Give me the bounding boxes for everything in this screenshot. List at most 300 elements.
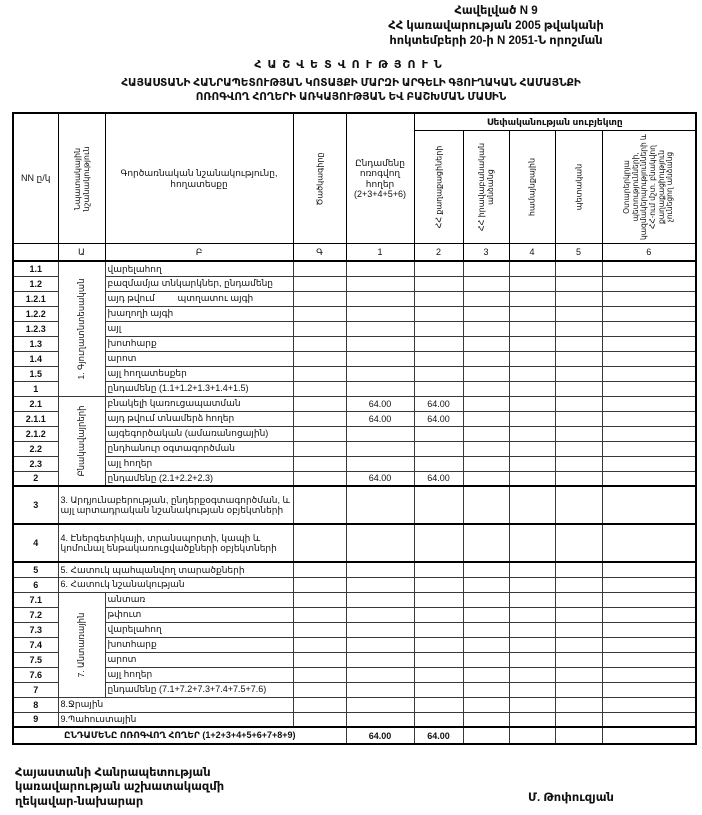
table-row <box>13 336 696 351</box>
value-cell <box>555 592 602 607</box>
col-header-citizens: ՀՀ քաղաքացիների <box>414 131 463 244</box>
row-label-cell: 8.Ջրային <box>58 697 293 712</box>
col-letter: Գ <box>293 244 346 262</box>
value-cell <box>509 652 555 667</box>
value-cell <box>509 261 555 276</box>
code-cell <box>293 261 346 276</box>
value-cell <box>346 486 414 524</box>
value-cell <box>346 456 414 471</box>
col-letter: 6 <box>602 244 696 262</box>
value-cell <box>509 306 555 321</box>
value-cell <box>414 291 463 306</box>
row-label-cell: ընդամենը (1.1+1.2+1.3+1.4+1.5) <box>105 381 293 396</box>
section-label: 1. Գյուղատնտեսական <box>75 278 86 380</box>
value-cell <box>509 276 555 291</box>
value-cell: 64.00 <box>414 727 463 744</box>
row-label-cell: ընդամենը (7.1+7.2+7.3+7.4+7.5+7.6) <box>105 682 293 697</box>
table-row <box>13 622 696 637</box>
value-cell <box>555 351 602 366</box>
row-label-cell: 4. Էներգետիկայի, տրանսպորտի, կապի և կոմունալ ենթակառուցվածքների օբյեկտների <box>58 524 293 562</box>
annex-reference-block <box>300 4 692 49</box>
value-cell <box>346 622 414 637</box>
value-cell <box>555 381 602 396</box>
value-cell: 64.00 <box>414 411 463 426</box>
value-cell <box>463 426 509 441</box>
value-cell <box>555 471 602 486</box>
value-cell <box>414 351 463 366</box>
annex-line-1: Հավելված N 9 <box>454 5 538 17</box>
row-nn-cell: 7.5 <box>13 652 58 667</box>
value-cell <box>602 306 696 321</box>
value-cell <box>602 351 696 366</box>
code-cell <box>293 351 346 366</box>
irrigated-lands-table <box>12 112 697 745</box>
value-cell <box>346 366 414 381</box>
row-nn-cell: 1.5 <box>13 366 58 381</box>
table-row <box>13 426 696 441</box>
row-nn-cell: 5 <box>13 562 58 577</box>
value-cell <box>346 291 414 306</box>
row-nn-cell: 6 <box>13 577 58 592</box>
value-cell <box>346 682 414 697</box>
table-row <box>13 291 696 306</box>
row-nn-cell: 1.2.3 <box>13 321 58 336</box>
code-cell <box>293 441 346 456</box>
value-cell <box>414 276 463 291</box>
value-cell <box>509 411 555 426</box>
value-cell <box>463 712 509 727</box>
code-cell <box>293 471 346 486</box>
value-cell <box>414 607 463 622</box>
value-cell <box>463 381 509 396</box>
table-row <box>13 607 696 622</box>
value-cell <box>555 306 602 321</box>
table-row <box>13 366 696 381</box>
value-cell <box>602 562 696 577</box>
table-row <box>13 351 696 366</box>
value-cell <box>555 682 602 697</box>
value-cell <box>346 426 414 441</box>
row-nn-cell: 2.1 <box>13 396 58 411</box>
table-row <box>13 562 696 577</box>
value-cell <box>602 426 696 441</box>
row-nn-cell: 1.2.1 <box>13 291 58 306</box>
col-header-foreign: Օտարերկրյա պետությունների, կազմակերպությունների և ՀՀ-ում մշտ. բնակվող քաղաքացիություն չունեցող անձանց <box>602 131 696 244</box>
value-cell <box>414 592 463 607</box>
value-cell <box>414 524 463 562</box>
value-cell <box>346 261 414 276</box>
value-cell <box>414 486 463 524</box>
row-nn-cell: 1.3 <box>13 336 58 351</box>
value-cell <box>602 441 696 456</box>
value-cell <box>555 426 602 441</box>
value-cell <box>414 622 463 637</box>
value-cell <box>463 682 509 697</box>
value-cell <box>346 697 414 712</box>
value-cell: 64.00 <box>414 396 463 411</box>
code-cell <box>293 336 346 351</box>
value-cell <box>602 577 696 592</box>
value-cell <box>509 682 555 697</box>
value-cell <box>463 351 509 366</box>
value-cell <box>463 261 509 276</box>
code-cell <box>293 426 346 441</box>
value-cell <box>555 411 602 426</box>
table-row <box>13 471 696 486</box>
value-cell <box>602 697 696 712</box>
value-cell <box>509 577 555 592</box>
row-label-cell: այգեգործական (ամառանոցային) <box>105 426 293 441</box>
value-cell <box>414 697 463 712</box>
value-cell <box>509 366 555 381</box>
value-cell <box>602 291 696 306</box>
table-header <box>13 113 696 261</box>
value-cell <box>463 336 509 351</box>
value-cell <box>463 562 509 577</box>
row-label-cell: խոտհարք <box>105 637 293 652</box>
value-cell <box>555 486 602 524</box>
footer-line-1: Հայաստանի Հանրապետության <box>15 767 211 779</box>
annex-line-2: ՀՀ կառավարության 2005 թվականի <box>388 19 604 32</box>
table-row <box>13 524 696 562</box>
value-cell <box>555 712 602 727</box>
value-cell <box>414 261 463 276</box>
value-cell <box>602 366 696 381</box>
table-row <box>13 592 696 607</box>
value-cell <box>555 261 602 276</box>
col-header-total: Ընդամենը ոռոգվող հողեր (2+3+4+5+6) <box>346 113 414 244</box>
code-cell <box>293 321 346 336</box>
value-cell <box>555 607 602 622</box>
value-cell <box>555 622 602 637</box>
value-cell <box>346 577 414 592</box>
section-label-cell <box>58 261 105 396</box>
annex-line-3: հոկտեմբերի 20-ի N 2051-Ն որոշման <box>389 34 603 47</box>
footer-line-2: կառավարության աշխատակազմի <box>15 781 225 794</box>
section-label: Բնակավայրերի <box>75 405 86 477</box>
section-label: 7. Անտառային <box>75 612 86 677</box>
col-letter <box>13 244 58 262</box>
col-letter: 2 <box>414 244 463 262</box>
table-row <box>13 682 696 697</box>
value-cell <box>414 381 463 396</box>
row-nn-cell: 7 <box>13 682 58 697</box>
value-cell <box>414 366 463 381</box>
value-cell <box>555 697 602 712</box>
value-cell <box>509 727 555 744</box>
value-cell <box>509 396 555 411</box>
row-label-cell: վարելահող <box>105 261 293 276</box>
code-cell <box>293 396 346 411</box>
row-label-cell: 9.Պահուստային <box>58 712 293 727</box>
value-cell <box>463 411 509 426</box>
signatory-name: Մ. Թոփուզյան <box>528 792 614 804</box>
code-cell <box>293 486 346 524</box>
col-header-legal-entities: ՀՀ իրավաբանական անձանց <box>463 131 509 244</box>
row-nn-cell: 3 <box>13 486 58 524</box>
value-cell <box>463 637 509 652</box>
col-letter: 3 <box>463 244 509 262</box>
code-cell <box>293 712 346 727</box>
table-row <box>13 306 696 321</box>
value-cell <box>602 727 696 744</box>
table-row <box>13 697 696 712</box>
value-cell <box>509 351 555 366</box>
value-cell <box>463 727 509 744</box>
code-cell <box>293 682 346 697</box>
value-cell <box>346 592 414 607</box>
title-block <box>0 58 702 104</box>
value-cell <box>463 471 509 486</box>
value-cell <box>509 381 555 396</box>
value-cell <box>509 637 555 652</box>
code-cell <box>293 291 346 306</box>
table-row <box>13 667 696 682</box>
value-cell <box>414 336 463 351</box>
row-label-cell: 5. Հատուկ պահպանվող տարածքների <box>58 562 293 577</box>
value-cell <box>509 622 555 637</box>
row-label-cell: այլ <box>105 321 293 336</box>
code-cell <box>293 607 346 622</box>
row-nn-cell: 1.1 <box>13 261 58 276</box>
value-cell <box>509 592 555 607</box>
col-header-nn: NN ը/կ <box>13 113 58 244</box>
value-cell <box>509 291 555 306</box>
row-label-cell: արոտ <box>105 652 293 667</box>
value-cell <box>346 712 414 727</box>
row-label-cell: ընդամենը (2.1+2.2+2.3) <box>105 471 293 486</box>
code-cell <box>293 366 346 381</box>
row-label-cell: ընդհանուր օգտագործման <box>105 441 293 456</box>
row-nn-cell: 4 <box>13 524 58 562</box>
table-row <box>13 712 696 727</box>
value-cell <box>414 652 463 667</box>
code-cell <box>293 306 346 321</box>
value-cell <box>509 667 555 682</box>
report-title: ՀԱՇՎԵՏՎՈՒԹՅՈՒՆ <box>254 59 448 71</box>
value-cell <box>414 712 463 727</box>
value-cell <box>602 607 696 622</box>
value-cell <box>463 697 509 712</box>
value-cell <box>414 637 463 652</box>
col-letter: Ա <box>58 244 105 262</box>
row-nn-cell: 7.2 <box>13 607 58 622</box>
value-cell <box>463 456 509 471</box>
col-header-community: համայնքային <box>509 131 555 244</box>
report-table-body <box>13 261 696 744</box>
col-header-functional: Գործառնական նշանակությունը, հողատեսքը <box>105 113 293 244</box>
value-cell <box>463 652 509 667</box>
value-cell <box>346 276 414 291</box>
value-cell <box>346 524 414 562</box>
value-cell <box>555 321 602 336</box>
code-cell <box>293 637 346 652</box>
row-label-cell: այլ հողեր <box>105 667 293 682</box>
value-cell <box>346 562 414 577</box>
row-nn-cell: 2.2 <box>13 441 58 456</box>
row-label-cell: այլ հողատեսքեր <box>105 366 293 381</box>
table-row <box>13 396 696 411</box>
value-cell <box>463 486 509 524</box>
value-cell <box>602 261 696 276</box>
table-row <box>13 381 696 396</box>
value-cell <box>346 321 414 336</box>
value-cell <box>509 321 555 336</box>
value-cell <box>414 682 463 697</box>
value-cell <box>414 667 463 682</box>
row-label-cell: 3. Արդյունաբերության, ընդերքօգտագործման, և այլ արտադրական նշանակության օբյեկտների <box>58 486 293 524</box>
value-cell <box>463 524 509 562</box>
value-cell <box>602 456 696 471</box>
value-cell <box>555 366 602 381</box>
table-row <box>13 486 696 524</box>
value-cell <box>555 524 602 562</box>
code-cell <box>293 622 346 637</box>
value-cell <box>602 524 696 562</box>
value-cell <box>602 411 696 426</box>
value-cell <box>346 652 414 667</box>
table-row <box>13 321 696 336</box>
value-cell: 64.00 <box>414 471 463 486</box>
table-row <box>13 652 696 667</box>
value-cell <box>602 276 696 291</box>
value-cell <box>509 486 555 524</box>
value-cell <box>555 291 602 306</box>
value-cell <box>463 396 509 411</box>
value-cell <box>555 577 602 592</box>
col-header-purpose: Նպատակային նշանակություն <box>58 113 105 244</box>
value-cell <box>414 426 463 441</box>
column-index-row <box>13 244 696 262</box>
row-label-cell: այդ թվում պտղատու այգի <box>105 291 293 306</box>
code-cell <box>293 652 346 667</box>
table-row <box>13 456 696 471</box>
value-cell <box>414 562 463 577</box>
row-label-cell: խաղողի այգի <box>105 306 293 321</box>
value-cell <box>602 682 696 697</box>
row-nn-cell: 7.3 <box>13 622 58 637</box>
value-cell <box>602 637 696 652</box>
row-label-cell: արոտ <box>105 351 293 366</box>
value-cell <box>463 291 509 306</box>
value-cell <box>414 306 463 321</box>
row-label-cell: 6. Հատուկ նշանակության <box>58 577 293 592</box>
code-cell <box>293 577 346 592</box>
value-cell <box>463 607 509 622</box>
value-cell <box>555 441 602 456</box>
value-cell <box>602 622 696 637</box>
value-cell <box>414 321 463 336</box>
value-cell <box>463 441 509 456</box>
code-cell <box>293 381 346 396</box>
table-row <box>13 727 696 744</box>
value-cell <box>463 667 509 682</box>
value-cell <box>414 456 463 471</box>
row-nn-cell: 2.1.1 <box>13 411 58 426</box>
value-cell <box>602 396 696 411</box>
table-row <box>13 577 696 592</box>
report-subtitle-line-1: ՀԱՅԱՍՏԱՆԻ ՀԱՆՐԱՊԵՏՈՒԹՅԱՆ ԿՈՏԱՅՔԻ ՄԱՐԶԻ ԱՐԳԵԼԻ ԳՅՈՒՂԱԿԱՆ ՀԱՄԱՅՆՔԻ <box>121 77 581 89</box>
value-cell: 64.00 <box>346 727 414 744</box>
row-nn-cell: 1 <box>13 381 58 396</box>
value-cell <box>414 577 463 592</box>
value-cell <box>463 622 509 637</box>
table-row <box>13 276 696 291</box>
value-cell <box>602 321 696 336</box>
value-cell: 64.00 <box>346 411 414 426</box>
value-cell <box>509 712 555 727</box>
row-nn-cell: 1.2 <box>13 276 58 291</box>
value-cell <box>602 712 696 727</box>
value-cell <box>555 727 602 744</box>
col-letter: Բ <box>105 244 293 262</box>
row-label-cell: բնակելի կառուցապատման <box>105 396 293 411</box>
code-cell <box>293 456 346 471</box>
row-nn-cell: 1.2.2 <box>13 306 58 321</box>
row-nn-cell: 2.1.2 <box>13 426 58 441</box>
code-cell <box>293 697 346 712</box>
col-header-code: Ծածկագիրը <box>293 113 346 244</box>
value-cell <box>509 456 555 471</box>
table-row <box>13 637 696 652</box>
value-cell <box>555 637 602 652</box>
ownership-group-header: Սեփականության սուբյեկտը <box>414 113 696 131</box>
value-cell: 64.00 <box>346 396 414 411</box>
value-cell <box>346 637 414 652</box>
row-label-cell: այլ հողեր <box>105 456 293 471</box>
value-cell <box>509 607 555 622</box>
value-cell <box>555 562 602 577</box>
code-cell <box>293 667 346 682</box>
value-cell <box>555 276 602 291</box>
row-sub-label: այդ թվում <box>107 293 155 304</box>
value-cell <box>463 306 509 321</box>
value-cell <box>346 381 414 396</box>
value-cell <box>602 381 696 396</box>
row-nn-cell: 2.3 <box>13 456 58 471</box>
value-cell <box>346 607 414 622</box>
value-cell <box>602 471 696 486</box>
value-cell <box>555 652 602 667</box>
value-cell <box>463 592 509 607</box>
value-cell <box>509 426 555 441</box>
row-label-cell: անտառ <box>105 592 293 607</box>
table-row <box>13 411 696 426</box>
value-cell <box>346 306 414 321</box>
col-letter: 1 <box>346 244 414 262</box>
value-cell <box>602 592 696 607</box>
report-subtitle-line-2: ՈՌՈԳՎՈՂ ՀՈՂԵՐԻ ԱՌԿԱՅՈՒԹՅԱՆ ԵՎ ԲԱՇԽՄԱՆ ՄԱՍԻՆ <box>195 91 507 104</box>
row-nn-cell: 7.4 <box>13 637 58 652</box>
value-cell <box>509 697 555 712</box>
value-cell <box>346 441 414 456</box>
value-cell <box>602 336 696 351</box>
row-nn-cell: 7.6 <box>13 667 58 682</box>
row-nn-cell: 8 <box>13 697 58 712</box>
col-letter: 4 <box>509 244 555 262</box>
row-label-cell: վարելահող <box>105 622 293 637</box>
code-cell <box>293 524 346 562</box>
value-cell <box>414 441 463 456</box>
code-cell <box>293 562 346 577</box>
code-cell <box>293 276 346 291</box>
value-cell <box>602 486 696 524</box>
section-label-cell <box>58 592 105 697</box>
value-cell <box>509 441 555 456</box>
value-cell <box>509 336 555 351</box>
row-label-cell: թփուտ <box>105 607 293 622</box>
value-cell: 64.00 <box>346 471 414 486</box>
